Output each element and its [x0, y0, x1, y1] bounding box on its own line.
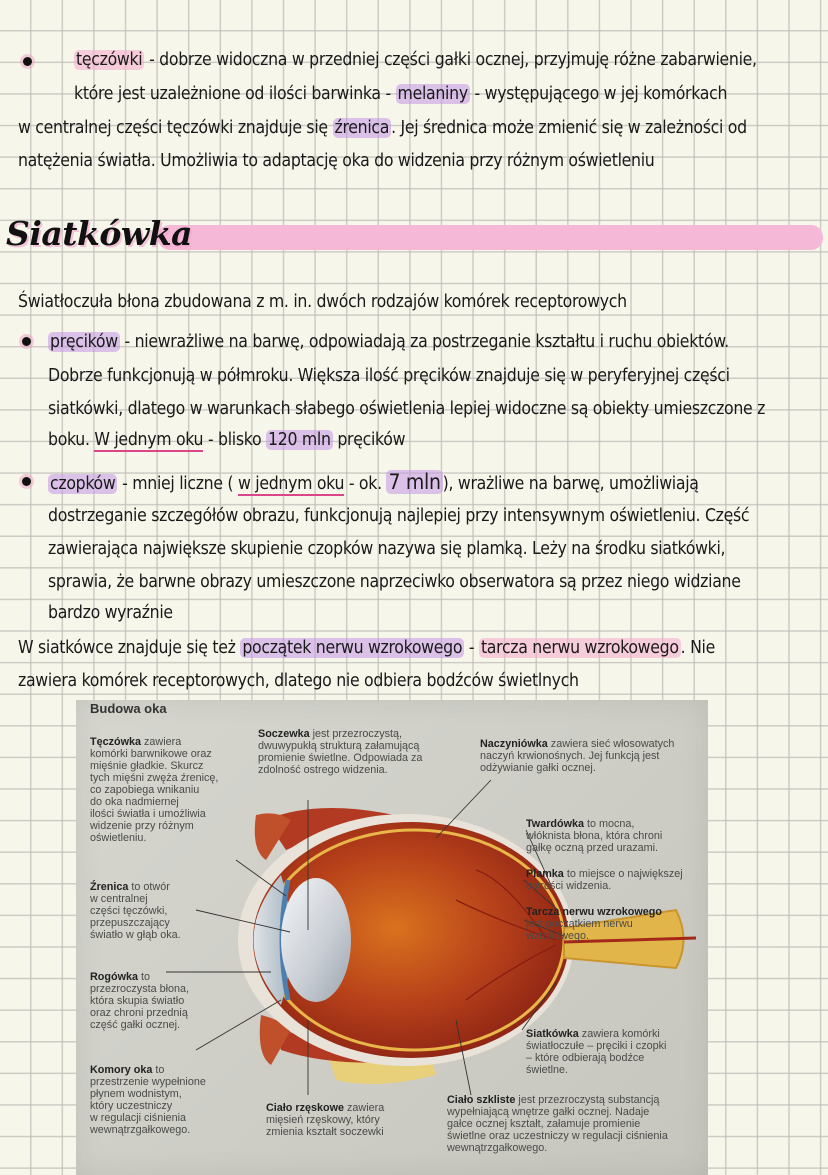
count-7-mln: 7 mln	[388, 470, 441, 494]
title-highlight-bar	[158, 225, 823, 250]
nerve-line-1: W siatkówce znajduje się też początek nerwu wzrokowego - tarcza nerwu wzrokowego . Nie	[18, 638, 716, 658]
iris-line-2: które jest uzależnione od ilości barwinka - melaniny - występującego w jej komórkach	[74, 84, 728, 104]
figure-title: Budowa oka	[90, 701, 167, 716]
cones-line-4: sprawia, że barwne obrazy umieszczone naprzeciwko obserwatora są przez niego widziane	[48, 572, 741, 592]
caption-zrenica: Źrenica to otwór w centralnej części tęczówki, przepuszczający światło w głąb oka.	[90, 881, 181, 941]
rods-line-2: Dobrze funkcjonują w półmroku. Większa ilość pręcików znajduje się w peryferyjnej części	[48, 366, 730, 386]
caption-komory-oka: Komory oka to przestrzenie wypełnione płynem wodnistym, który uczestniczy w regulacji ciśnienia wewnątrzgałkowego.	[90, 1064, 206, 1136]
caption-soczewka: Soczewka jest przezroczystą, dwuwypukłą strukturą załamującą promienie świetlne. Odpowiada za zdolność ostrego widzenia.	[258, 728, 423, 776]
iris-line-1: tęczówki - dobrze widoczna w przedniej części gałki ocznej, przyjmuję różne zabarwienie,	[76, 50, 757, 70]
count-120-mln: 120 mln	[268, 430, 331, 450]
caption-twardowka: Twardówka to mocna, włóknista błona, która chroni gałkę oczną przed urazami.	[526, 818, 663, 854]
cones-line-1: czopków - mniej liczne ( w jednym oku - ok. 7 mln ), wrażliwe na barwę, umożliwiają	[50, 470, 699, 494]
section-title: Siatkówka	[6, 214, 193, 253]
caption-tarcza-nerwu: Tarcza nerwu wzrokowego jest początkiem nerwu wzrokowego.	[526, 906, 662, 942]
bullet-icon	[22, 477, 31, 486]
term-tarcza-nerwu: tarcza nerwu wzrokowego	[480, 638, 679, 658]
rods-line-3: siatkówki, dlatego w warunkach słabego oświetlenia lepiej widoczne są obiekty umieszczone z	[48, 399, 766, 419]
cones-line-2: dostrzeganie szczegółów obrazu, funkcjonują najlepiej przy intensywnym oświetleniu. Część	[48, 506, 750, 526]
eye-anatomy-figure	[76, 700, 708, 1175]
underline-w-jednym-oku: W jednym oku	[94, 430, 204, 450]
bullet-icon	[23, 57, 32, 66]
caption-rogowka: Rogówka to przezroczysta błona, która skupia światło oraz chroni przednią część gałki ocznej.	[90, 971, 190, 1031]
rods-line-1: pręcików - niewrażliwe na barwę, odpowiadają za postrzeganie kształtu i ruchu obiektów.	[50, 332, 729, 352]
cones-line-5: bardzo wyraźnie	[48, 603, 173, 623]
caption-teczowka: Tęczówka zawiera komórki barwnikowe oraz mięśnie gładkie. Skurcz tych mięśni zwęża źrenicę, co zapobiega wnikaniu do oka nadmiernej ilości światła i umożliwia widzenie przy różnym oświetleniu.	[90, 736, 219, 844]
caption-cialo-rzeskowe: Ciało rzęskowe zawiera mięsień rzęskowy, który zmienia kształt soczewki	[266, 1102, 385, 1138]
term-czopkow: czopków	[50, 474, 116, 494]
term-melaniny: melaniny	[397, 84, 468, 104]
rods-line-4: boku. W jednym oku - blisko 120 mln pręcików	[48, 430, 406, 450]
caption-cialo-szkliste: Ciało szkliste jest przezroczystą substancją wypełniającą wnętrze gałki ocznej. Nadaje gałce ocznej kształt, załamuje promienie świetlne oraz uczestniczy w regulacji ciśnienia wewnątrzgałkowego.	[447, 1094, 668, 1154]
underline-w-jednym-oku: w jednym oku	[237, 474, 345, 494]
term-zrenica: źrenica	[334, 118, 390, 138]
iris-line-3: w centralnej części tęczówki znajduje się źrenica . Jej średnica może zmienić się w zależności od	[18, 118, 747, 138]
term-poczatek-nerwu: początek nerwu wzrokowego	[242, 638, 463, 658]
term-teczowki: tęczówki	[76, 50, 143, 70]
caption-siatkowka: Siatkówka zawiera komórki światłoczułe – pręciki i czopki – które odbierają bodźce świetlne.	[526, 1028, 667, 1076]
iris-line-4: natężenia światła. Umożliwia to adaptację oka do widzenia przy różnym oświetleniu	[18, 151, 655, 171]
retina-intro: Światłoczuła błona zbudowana z m. in. dwóch rodzajów komórek receptorowych	[18, 292, 627, 312]
bullet-icon	[22, 337, 31, 346]
cones-line-3: zawierająca największe skupienie czopków nazywa się plamką. Leży na środku siatkówki,	[48, 539, 726, 559]
term-precikow: pręcików	[50, 332, 118, 352]
caption-naczyniowka: Naczyniówka zawiera sieć włosowatych naczyń krwionośnych. Jej funkcją jest odżywianie gałki ocznej.	[480, 738, 675, 774]
caption-plamka: Plamka to miejsce o największej ostrości widzenia.	[526, 868, 683, 892]
nerve-line-2: zawiera komórek receptorowych, dlatego nie odbiera bodźców świetlnych	[18, 671, 579, 691]
